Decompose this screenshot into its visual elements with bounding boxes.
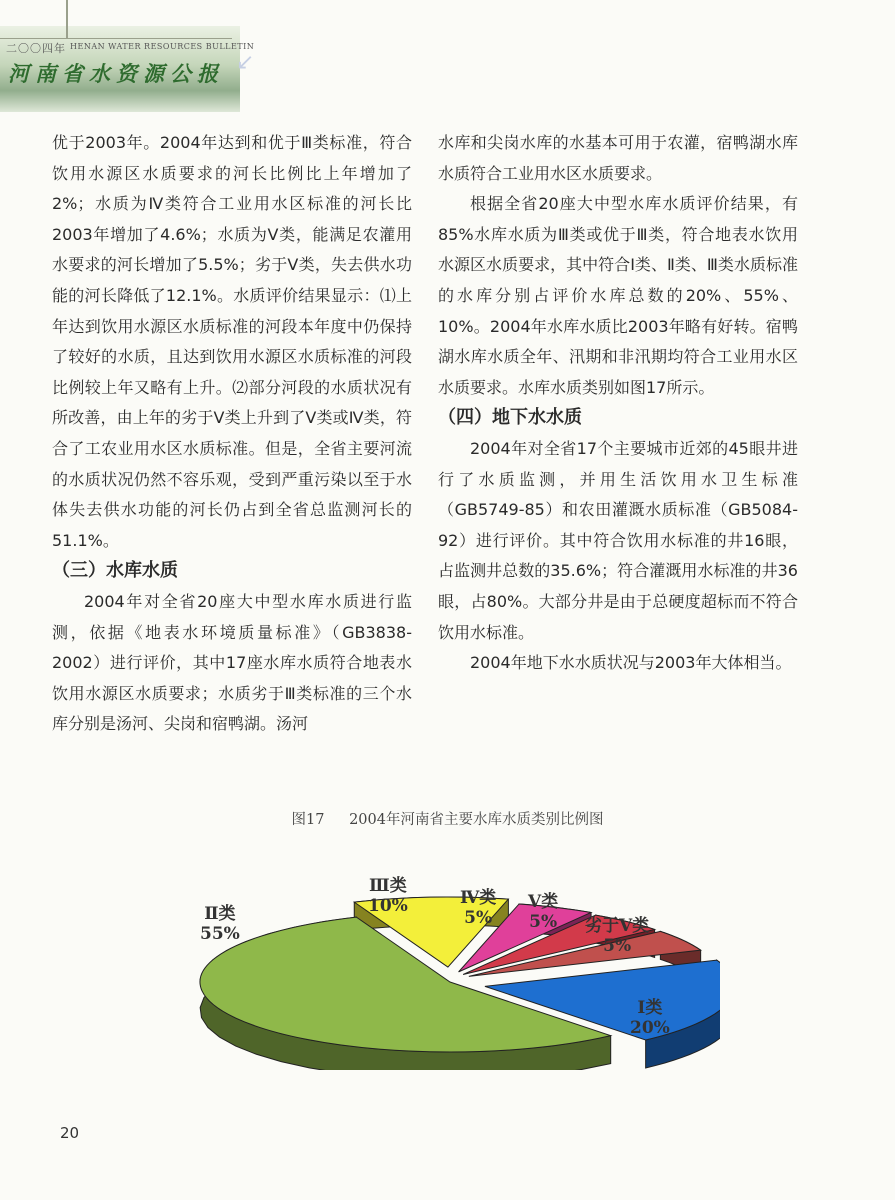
pie-chart-svg	[180, 870, 720, 1070]
pie-label-2	[200, 904, 240, 944]
figure-number: 图17	[291, 812, 325, 828]
left-paragraph-2: 2004年对全省20座大中型水库水质进行监测，依据《地表水环境质量标准》（GB3838-2002）进行评价，其中17座水库水质符合地表水饮用水源区水质要求；水质劣于Ⅲ类标准的三个水库分别是汤河、尖岗和宿鸭湖。汤河	[52, 591, 412, 734]
header-arrow-icon: ↙	[236, 50, 255, 75]
header-rule	[0, 38, 232, 39]
section-heading-reservoir: （三）水库水质	[52, 560, 178, 582]
pie-chart	[180, 870, 720, 1070]
pie-label-value: 55%	[200, 924, 240, 944]
pie-label-name: Ⅱ类	[204, 904, 236, 924]
pie-label-6	[585, 916, 649, 956]
figure-title: 2004年河南省主要水库水质类别比例图	[349, 812, 604, 828]
pie-label-value: 20%	[630, 1018, 670, 1038]
pie-label-name: 劣于Ⅴ类	[585, 916, 650, 936]
pie-label-3	[368, 876, 408, 916]
pie-label-5	[528, 892, 558, 932]
right-paragraph-1: 水库和尖岗水库的水基本可用于农灌，宿鸭湖水库水质符合工业用水区水质要求。	[438, 133, 798, 183]
pie-label-value: 5%	[603, 936, 632, 956]
pie-label-1	[630, 998, 670, 1038]
header-title: 河南省水资源公报	[8, 61, 224, 86]
pie-label-4	[460, 888, 496, 928]
right-paragraph-2: 根据全省20座大中型水库水质评价结果，有85%水库水质为Ⅲ类或优于Ⅲ类，符合地表水饮用水源区水质要求，其中符合Ⅰ类、Ⅱ类、Ⅲ类水质标准的水库分别占评价水库总数的20%、55%、10%。2004年水库水质比2003年略有好转。宿鸭湖水库水质全年、汛期和非汛期均符合工业用水区水质要求。水库水质类别如图17所示。	[438, 194, 798, 397]
pie-label-name: Ⅳ类	[460, 888, 497, 908]
pie-label-name: Ⅲ类	[369, 876, 407, 896]
right-column	[438, 128, 798, 679]
header-divider	[66, 0, 68, 38]
right-paragraph-3: 2004年对全省17个主要城市近郊的45眼井进行了水质监测，并用生活饮用水卫生标准（GB5749-85）和农田灌溉水质标准（GB5084-92）进行评价。其中符合饮用水标准的井16眼，占监测井总数的35.6%；符合灌溉用水标准的井36眼，占80%。大部分井是由于总硬度超标而不符合饮用水标准。	[438, 438, 798, 642]
left-paragraph-1: 优于2003年。2004年达到和优于Ⅲ类标准，符合饮用水源区水质要求的河长比例比上年增加了2%；水质为Ⅳ类符合工业用水区标准的河长比2003年增加了4.6%；水质为Ⅴ类，能满足农灌用水要求的河长增加了5.5%；劣于Ⅴ类，失去供水功能的河长降低了12.1%。水质评价结果显示：⑴上年达到饮用水源区水质标准的河段本年度中仍保持了较好的水质，且达到饮用水源区水质标准的河段比例较上年又略有上升。⑵部分河段的水质状况有所改善，由上年的劣于Ⅴ类上升到了Ⅴ类或Ⅳ类，符合了工农业用水区水质标准。但是，全省主要河流的水质状况仍然不容乐观，受到严重污染以至于水体失去供水功能的河长仍占到全省总监测河长的51.1%。	[52, 133, 412, 550]
pie-label-name: Ⅴ类	[528, 892, 559, 912]
page-header	[0, 0, 300, 112]
left-column	[52, 128, 412, 740]
header-bulletin-name: HENAN WATER RESOURCES BULLETIN	[70, 42, 255, 51]
page-number: 20	[60, 1124, 80, 1142]
pie-label-value: 10%	[368, 896, 408, 916]
figure-caption	[0, 808, 895, 829]
pie-label-name: Ⅰ类	[637, 998, 663, 1018]
pie-label-value: 5%	[464, 908, 493, 928]
header-year: 二〇〇四年	[6, 42, 66, 55]
section-heading-groundwater: （四）地下水水质	[438, 407, 582, 429]
pie-label-value: 5%	[529, 912, 558, 932]
right-paragraph-4: 2004年地下水水质状况与2003年大体相当。	[470, 653, 792, 673]
